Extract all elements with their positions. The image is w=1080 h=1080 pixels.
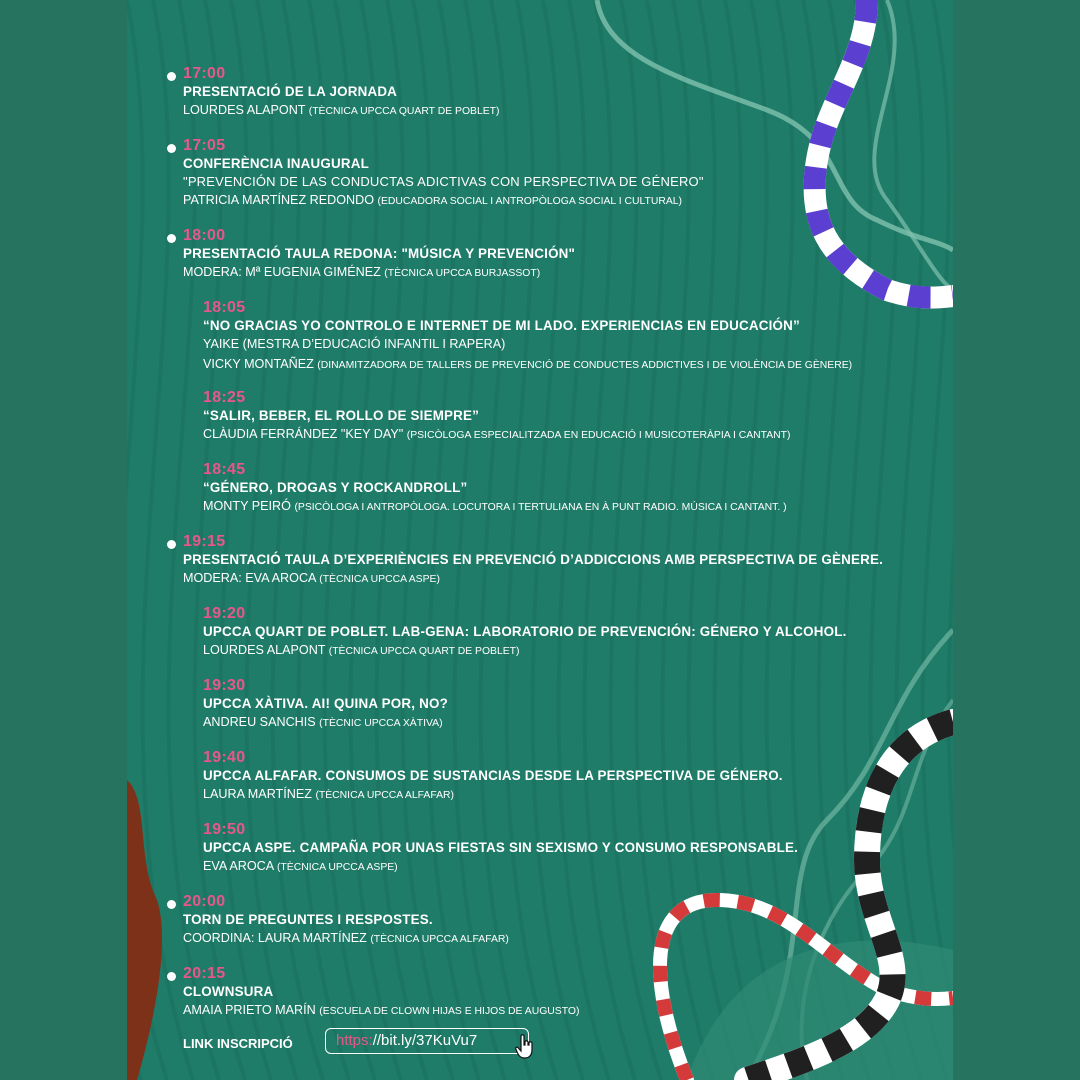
entry-title: TORN DE PREGUNTES I RESPOSTES. [183,912,433,927]
entry-person: COORDINA: LAURA MARTÍNEZ [183,931,367,945]
entry-role: (TÈCNICA UPCCA QUART DE POBLET) [328,646,520,657]
entry-title: “NO GRACIAS YO CONTROLO E INTERNET DE MI LADO. EXPERIENCIAS EN EDUCACIÓN” [203,318,800,333]
entry-time: 19:20 [203,605,246,622]
entry-title: “SALIR, BEBER, EL ROLLO DE SIEMPRE” [203,408,480,423]
hand-pointer-icon [515,1034,535,1060]
entry-role: (EDUCADORA SOCIAL I ANTROPÒLOGA SOCIAL I CULTURAL) [377,196,683,207]
entry-person: MODERA: EVA AROCA [183,571,316,585]
entry-person: LOURDES ALAPONT [203,643,326,657]
entry-role: (TÈCNICA UPCCA QUART DE POBLET) [308,106,500,117]
entry-time: 18:25 [203,389,246,406]
entry-role: (TÈCNICA UPCCA ALFAFAR) [315,790,455,801]
entry-role: (TÈCNICA UPCCA ALFAFAR) [370,934,509,945]
entry-role: (TÈCNICA UPCCA ASPE) [276,862,398,873]
entry-title: PRESENTACIÓ TAULA REDONA: "MÚSICA Y PREVENCIÓN" [183,246,576,261]
entry-role: (PSICÒLOGA I ANTROPÒLOGA. LOCUTORA I TERTULIANA EN À PUNT RADIO. MÚSICA I CANTANT. ) [294,502,787,513]
entry-role: (TÈCNICA UPCCA BURJASSOT) [384,268,541,279]
entry-title: UPCCA QUART DE POBLET. LAB-GENA: LABORATORIO DE PREVENCIÓN: GÉNERO Y ALCOHOL. [203,624,847,639]
bullet-dot-icon [167,234,176,243]
registration-link[interactable] [325,1028,529,1054]
entry-person: LOURDES ALAPONT [183,103,306,117]
entry-title: UPCCA ALFAFAR. CONSUMOS DE SUSTANCIAS DESDE LA PERSPECTIVA DE GÉNERO. [203,768,783,783]
entry-title: UPCCA ASPE. CAMPAÑA POR UNAS FIESTAS SIN SEXISMO Y CONSUMO RESPONSABLE. [203,840,799,855]
entry-role: (PSICÒLOGA ESPECIALITZADA EN EDUCACIÓ I MUSICOTERÀPIA I CANTANT) [406,430,791,441]
bullet-dot-icon [167,540,176,549]
entry-title: PRESENTACIÓ DE LA JORNADA [183,84,398,99]
entry-title: UPCCA XÀTIVA. AI! QUINA POR, NO? [203,696,448,711]
entry-subtitle: "PREVENCIÓN DE LAS CONDUCTAS ADICTIVAS CON PERSPECTIVA DE GÉNERO" [183,174,704,189]
entry-time: 17:00 [183,65,226,82]
entry-time: 19:15 [183,533,226,550]
entry-person: CLÀUDIA FERRÁNDEZ "KEY DAY" [203,427,404,441]
link-path: //bit.ly/37KuVu7 [372,1032,478,1049]
link-label: LINK INSCRIPCIÓ [183,1036,293,1051]
poster [127,0,953,1080]
entry-person: MONTY PEIRÓ [203,499,291,513]
entry-person: EVA AROCA [203,859,274,873]
entry-person: AMAIA PRIETO MARÍN [183,1003,316,1017]
bullet-dot-icon [167,144,176,153]
entry-person: MODERA: Mª EUGENIA GIMÉNEZ [183,265,381,279]
bullet-dot-icon [167,72,176,81]
bullet-dot-icon [167,972,176,981]
entry-title: CONFERÈNCIA INAUGURAL [183,156,369,171]
entry-title: CLOWNSURA [183,984,274,999]
entry-time: 20:00 [183,893,226,910]
entry-role: (TÈCNIC UPCCA XÀTIVA) [319,718,443,729]
entry-role: (DINAMITZADORA DE TALLERS DE PREVENCIÓ DE CONDUCTES ADDICTIVES I DE VIOLÈNCIA DE GÈNERE) [317,360,853,371]
entry-person: PATRICIA MARTÍNEZ REDONDO [183,193,375,207]
entry-person: LAURA MARTÍNEZ [203,787,312,801]
entry-time: 18:45 [203,461,246,478]
entry-time: 18:05 [203,299,246,316]
brown-figure-shape [127,780,162,1080]
entry-person: VICKY MONTAÑEZ [203,357,314,371]
entry-title: PRESENTACIÓ TAULA D’EXPERIÈNCIES EN PREVENCIÓ D’ADDICCIONS AMB PERSPECTIVA DE GÈNERE. [183,552,884,567]
entry-role: (ESCUELA DE CLOWN HIJAS E HIJOS DE AUGUSTO) [319,1006,580,1017]
entry-role: (TÈCNICA UPCCA ASPE) [319,574,440,585]
entry-person: ANDREU SANCHIS [203,715,316,729]
entry-time: 17:05 [183,137,226,154]
bullet-dot-icon [167,900,176,909]
entry-time: 18:00 [183,227,226,244]
entry-time: 20:15 [183,965,226,982]
entry-time: 19:50 [203,821,246,838]
entry-title: “GÉNERO, DROGAS Y ROCKANDROLL” [203,480,468,495]
entry-time: 19:40 [203,749,246,766]
entry-person: YAIKE (MESTRA D’EDUCACIÓ INFANTIL I RAPERA) [203,337,506,351]
entry-time: 19:30 [203,677,246,694]
link-protocol: https: [336,1032,373,1049]
